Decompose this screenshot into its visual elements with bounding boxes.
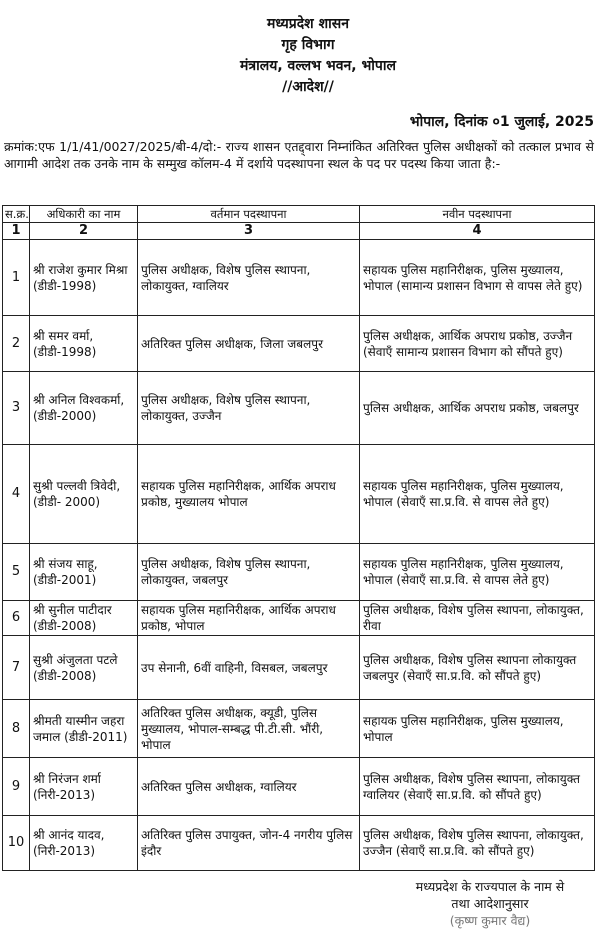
current-posting-cell: अतिरिक्त पुलिस अधीक्षक, ग्वालियर (138, 758, 360, 816)
officer-name-cell: श्री आनंद यादव, (निरी-2013) (30, 816, 138, 871)
officer-name-cell: श्री संजय साहू, (डीडी-2001) (30, 544, 138, 601)
table-row (3, 636, 595, 700)
order-authority-line: तथा आदेशानुसार (451, 896, 529, 911)
officer-name-cell: श्री राजेश कुमार मिश्रा (डीडी-1998) (30, 240, 138, 316)
serial-cell: 10 (3, 816, 30, 871)
current-posting-cell: पुलिस अधीक्षक, विशेष पुलिस स्थापना, लोकायुक्त, जबलपुर (138, 544, 360, 601)
officer-name-cell: श्री समर वर्मा, (डीडी-1998) (30, 316, 138, 372)
government-name: मध्यप्रदेश शासन (267, 16, 349, 32)
order-text: क्रमांक:एफ 1/1/41/0027/2025/बी-4/दो:- राज्य शासन एतद्द्वारा निम्नांकित अतिरिक्त पुलिस अधीक्षकों को तत्काल प्रभाव से आगामी आदेश तक उनके नाम के सम्मुख कॉलम-4 में दर्शाये पदस्थापना स्थल के पद पर पदस्थ किया जाता है:- (4, 139, 594, 171)
serial-cell: 4 (3, 445, 30, 544)
serial-cell: 6 (3, 601, 30, 636)
table-row (3, 700, 595, 758)
posting-table-body (3, 206, 595, 871)
authority-line: मध्यप्रदेश के राज्यपाल के नाम से (415, 879, 565, 894)
header-new-posting: नवीन पदस्थापना (360, 206, 595, 223)
signature-block (380, 878, 600, 929)
current-posting-cell: सहायक पुलिस महानिरीक्षक, आर्थिक अपराध प्रकोष्ठ, मुख्यालय भोपाल (138, 445, 360, 544)
letterhead (0, 14, 616, 98)
serial-cell: 3 (3, 372, 30, 445)
new-posting-cell: पुलिस अधीक्षक, आर्थिक अपराध प्रकोष्ठ, उज्जैन (सेवाएँ सामान्य प्रशासन विभाग को सौंपते हुए) (360, 316, 595, 372)
current-posting-cell: अतिरिक्त पुलिस अधीक्षक, क्यूडी, पुलिस मुख्यालय, भोपाल-सम्बद्ध पी.टी.सी. भौंरी, भोपाल (138, 700, 360, 758)
table-row (3, 316, 595, 372)
officer-name-cell: श्री अनिल विश्वकर्मा, (डीडी-2000) (30, 372, 138, 445)
serial-cell: 2 (3, 316, 30, 372)
department-name: गृह विभाग (281, 37, 335, 53)
officer-name-cell: श्रीमती यास्मीन जहरा जमाल (डीडी-2011) (30, 700, 138, 758)
column-number: 2 (30, 223, 138, 240)
column-number: 1 (3, 223, 30, 240)
signatory-name: (कृष्ण कुमार वैद्य) (449, 913, 531, 928)
order-heading: //आदेश// (282, 79, 334, 95)
new-posting-cell: पुलिस अधीक्षक, आर्थिक अपराध प्रकोष्ठ, जबलपुर (360, 372, 595, 445)
column-number: 3 (138, 223, 360, 240)
serial-cell: 7 (3, 636, 30, 700)
column-number-row (3, 223, 595, 240)
table-row (3, 240, 595, 316)
table-header-row (3, 206, 595, 223)
new-posting-cell: सहायक पुलिस महानिरीक्षक, पुलिस मुख्यालय, भोपाल (सामान्य प्रशासन विभाग से वापस लेते हुए) (360, 240, 595, 316)
new-posting-cell: पुलिस अधीक्षक, विशेष पुलिस स्थापना, लोकायुक्त ग्वालियर (सेवाएँ सा.प्र.वि. को सौंपते हुए) (360, 758, 595, 816)
table-row (3, 544, 595, 601)
date-line: भोपाल, दिनांक ०1 जुलाई, 2025 (409, 114, 594, 130)
table-row (3, 601, 595, 636)
officer-name-cell: सुश्री अंजुलता पटले (डीडी-2008) (30, 636, 138, 700)
table-row (3, 758, 595, 816)
new-posting-cell: पुलिस अधीक्षक, विशेष पुलिस स्थापना, लोकायुक्त, उज्जैन (सेवाएँ सा.प्र.वि. को सौंपते हुए) (360, 816, 595, 871)
header-serial: स.क्र. (3, 206, 30, 223)
new-posting-cell: सहायक पुलिस महानिरीक्षक, पुलिस मुख्यालय, भोपाल (360, 700, 595, 758)
new-posting-cell: सहायक पुलिस महानिरीक्षक, पुलिस मुख्यालय, भोपाल (सेवाएँ सा.प्र.वि. से वापस लेते हुए) (360, 544, 595, 601)
header-current-posting: वर्तमान पदस्थापना (138, 206, 360, 223)
table-row (3, 816, 595, 871)
ministry-address: मंत्रालय, वल्लभ भवन, भोपाल (240, 58, 396, 74)
new-posting-cell: पुलिस अधीक्षक, विशेष पुलिस स्थापना, लोकायुक्त, रीवा (360, 601, 595, 636)
officer-name-cell: सुश्री पल्लवी त्रिवेदी, (डीडी- 2000) (30, 445, 138, 544)
table-row (3, 372, 595, 445)
serial-cell: 1 (3, 240, 30, 316)
new-posting-cell: पुलिस अधीक्षक, विशेष पुलिस स्थापना लोकायुक्त जबलपुर (सेवाएँ सा.प्र.वि. को सौंपते हुए) (360, 636, 595, 700)
serial-cell: 8 (3, 700, 30, 758)
current-posting-cell: उप सेनानी, 6वीं वाहिनी, विसबल, जबलपुर (138, 636, 360, 700)
header-officer-name: अधिकारी का नाम (30, 206, 138, 223)
current-posting-cell: अतिरिक्त पुलिस उपायुक्त, जोन-4 नगरीय पुलिस इंदौर (138, 816, 360, 871)
officer-name-cell: श्री निरंजन शर्मा (निरी-2013) (30, 758, 138, 816)
current-posting-cell: सहायक पुलिस महानिरीक्षक, आर्थिक अपराध प्रकोष्ठ, भोपाल (138, 601, 360, 636)
new-posting-cell: सहायक पुलिस महानिरीक्षक, पुलिस मुख्यालय, भोपाल (सेवाएँ सा.प्र.वि. से वापस लेते हुए) (360, 445, 595, 544)
current-posting-cell: अतिरिक्त पुलिस अधीक्षक, जिला जबलपुर (138, 316, 360, 372)
current-posting-cell: पुलिस अधीक्षक, विशेष पुलिस स्थापना, लोकायुक्त, ग्वालियर (138, 240, 360, 316)
officer-name-cell: श्री सुनील पाटीदार (डीडी-2008) (30, 601, 138, 636)
current-posting-cell: पुलिस अधीक्षक, विशेष पुलिस स्थापना, लोकायुक्त, उज्जैन (138, 372, 360, 445)
table-row (3, 445, 595, 544)
column-number: 4 (360, 223, 595, 240)
posting-table (2, 205, 595, 871)
serial-cell: 9 (3, 758, 30, 816)
serial-cell: 5 (3, 544, 30, 601)
